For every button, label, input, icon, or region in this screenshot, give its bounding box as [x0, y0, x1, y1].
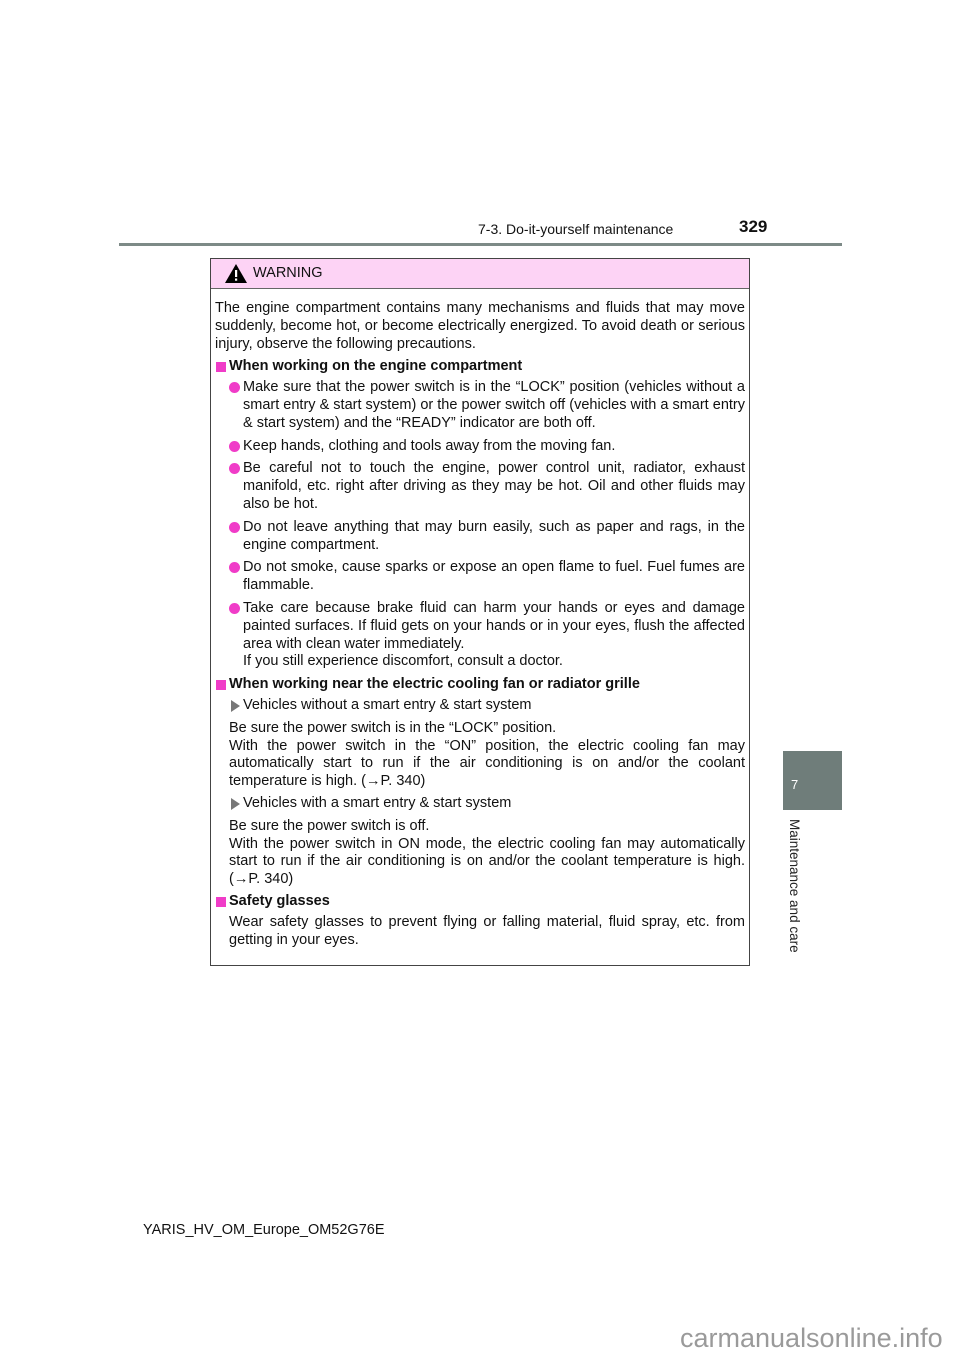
- warning-title: WARNING: [253, 265, 323, 281]
- warning-box: [210, 258, 750, 966]
- warning-header: [211, 259, 749, 289]
- case-text: Be sure the power switch is in the “LOCK” position.: [229, 719, 557, 736]
- bullet-icon: [229, 441, 240, 452]
- bullet-item: Do not leave anything that may burn easily, such as paper and rags, in the engine compartment.: [215, 519, 745, 555]
- section-heading: When working near the electric cooling fan or radiator grille: [215, 676, 745, 694]
- watermark-link[interactable]: carmanualsonline.info: [680, 1323, 943, 1353]
- bullet-item: Make sure that the power switch is in the “LOCK” position (vehicles without a smart entry & start system) or the power switch off (vehicles with a smart entry & start system) and the “READY” indicator are both off.: [215, 379, 745, 432]
- bullet-item: Do not smoke, cause sparks or expose an open flame to fuel. Fuel fumes are flammable.: [215, 559, 745, 595]
- warning-body: [215, 300, 745, 953]
- warning-intro: The engine compartment contains many mechanisms and fluids that may move suddenly, become hot, or become electrically energized. To avoid death or serious injury, observe the following precautions.: [215, 300, 745, 352]
- section-text: Wear safety glasses to prevent flying or falling material, fluid spray, etc. from getting in your eyes.: [229, 913, 745, 948]
- document-id: YARIS_HV_OM_Europe_OM52G76E: [143, 1222, 385, 1238]
- case-label: Vehicles with a smart entry & start system: [215, 795, 745, 813]
- bullet-item: Keep hands, clothing and tools away from the moving fan.: [215, 438, 745, 456]
- warning-triangle-icon: [225, 264, 247, 283]
- section-heading: When working on the engine compartment: [215, 358, 745, 376]
- bullet-item: Take care because brake fluid can harm your hands or eyes and damage painted surfaces. If fluid gets on your hands or in your eyes, flush the affected area with clean water immediately.: [215, 600, 745, 653]
- bullet-continuation: If you still experience discomfort, consult a doctor.: [243, 653, 563, 670]
- chapter-number: 7: [791, 777, 799, 792]
- bullet-icon: [229, 463, 240, 474]
- case-text: Be sure the power switch is off.: [229, 817, 430, 834]
- case-label: Vehicles without a smart entry & start system: [215, 697, 745, 715]
- bullet-icon: [229, 382, 240, 393]
- bullet-icon: [229, 522, 240, 533]
- page-number: 329: [739, 217, 768, 236]
- header-divider: [119, 243, 842, 246]
- section-title: 7-3. Do-it-yourself maintenance: [478, 221, 674, 237]
- bullet-icon: [229, 603, 240, 614]
- case-text: With the power switch in ON mode, the electric cooling fan may automatically start to run if the air conditioning is on and/or the coolant temperature is high. (→P. 340): [229, 835, 745, 888]
- bullet-item: Be careful not to touch the engine, power control unit, radiator, exhaust manifold, etc. right after driving as they may be hot. Oil and other fluids may also be hot.: [215, 460, 745, 513]
- case-text: With the power switch in the “ON” position, the electric cooling fan may automatically start to run if the air conditioning is on and/or the coolant temperature is high. (→P. 340): [229, 737, 745, 790]
- bullet-icon: [229, 562, 240, 573]
- chapter-tab: [783, 751, 842, 810]
- triangle-right-icon: [231, 798, 240, 810]
- triangle-right-icon: [231, 700, 240, 712]
- chapter-title: Maintenance and care: [787, 819, 802, 953]
- section-heading: Safety glasses: [215, 893, 745, 911]
